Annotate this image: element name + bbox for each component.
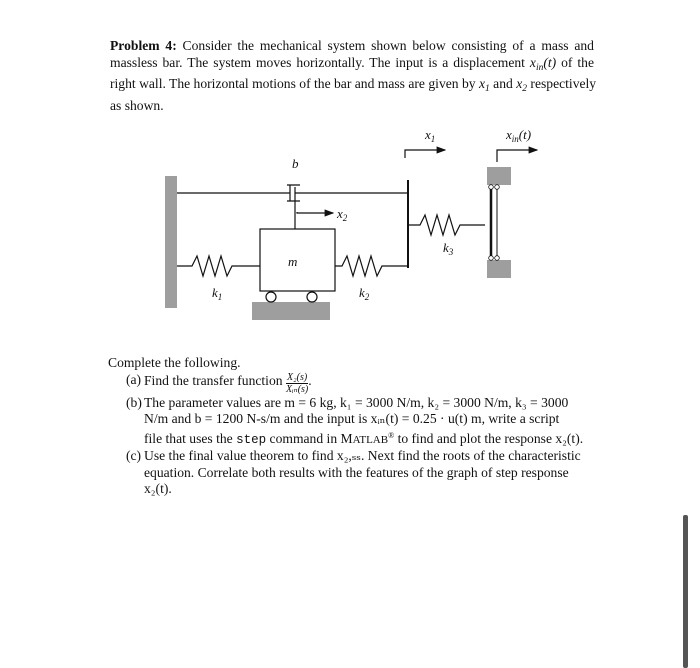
spring-k1	[177, 256, 260, 276]
wall-roller-1	[489, 185, 494, 190]
right-wall-bottom	[487, 260, 511, 278]
label-x1: $x_1$	[425, 127, 436, 144]
mass-wheel-left	[266, 292, 276, 302]
task-c: (c) Use the final value theorem to find x₂,ₛₛ. Next find the roots of the characteristic equation. Correlate both results with the features of the graph of step response x₂(t).	[126, 448, 581, 496]
scrollbar[interactable]	[683, 515, 688, 668]
problem-line-4: as shown.	[110, 97, 164, 113]
right-wall-top	[487, 167, 511, 185]
wall-roller-2	[495, 185, 500, 190]
problem-statement	[110, 38, 597, 114]
xin-arrow	[497, 150, 537, 162]
spring-k3	[408, 215, 485, 235]
problem-line-2: massless bar. The system moves horizontally. The input is a displacement $x_{in}(t)$ of the	[110, 54, 594, 73]
left-wall	[165, 176, 177, 308]
transfer-function-fraction: $\frac{\text{X₂(s)}}{\text{Xᵢₙ(s)}}$	[285, 371, 309, 395]
tasks-intro: Complete the following.	[108, 355, 241, 370]
task-b: (b) The parameter values are m = 6 kg, k₁ = 3000 N/m, k₂ = 3000 N/m, k₃ = 3000 N/m and b = 1200 N-s/m and the input is xᵢₙ(t) = 0.25 · u(t) m, write a script file that uses the step command in MATLAB® to find and plot the response x₂(t).	[126, 394, 584, 447]
wall-roller-4	[495, 256, 500, 261]
label-x2: $x_2$	[337, 206, 348, 223]
problem-line-3: right wall. The horizontal motions of the bar and mass are given by $x_1$ and $x_2$ respectively	[110, 76, 597, 94]
ground	[252, 302, 330, 320]
label-k3: $k_3$	[443, 240, 454, 257]
mechanical-system-diagram	[150, 120, 570, 330]
tasks-section	[108, 355, 598, 498]
x1-arrow	[405, 150, 445, 158]
wall-roller-3	[489, 256, 494, 261]
mass-wheel-right	[307, 292, 317, 302]
mass-block	[260, 229, 335, 291]
problem-line-1: Problem 4: Consider the mechanical system shown below consisting of a mass and	[110, 38, 594, 53]
step-command: step	[236, 432, 267, 447]
label-k2: $k_2$	[359, 285, 370, 302]
label-b: b	[292, 156, 299, 171]
spring-k2	[335, 256, 408, 276]
label-m: m	[288, 254, 298, 269]
task-a: (a) Find the transfer function $\frac{\text{X₂(s)}}{\text{Xᵢₙ(s)}}$ .	[126, 371, 312, 395]
problem-heading: Problem 4:	[110, 38, 177, 53]
x2-arrow	[297, 212, 333, 213]
label-k1: $k_1$	[212, 285, 223, 302]
label-xin: $x_{in}(t)$	[506, 127, 532, 144]
